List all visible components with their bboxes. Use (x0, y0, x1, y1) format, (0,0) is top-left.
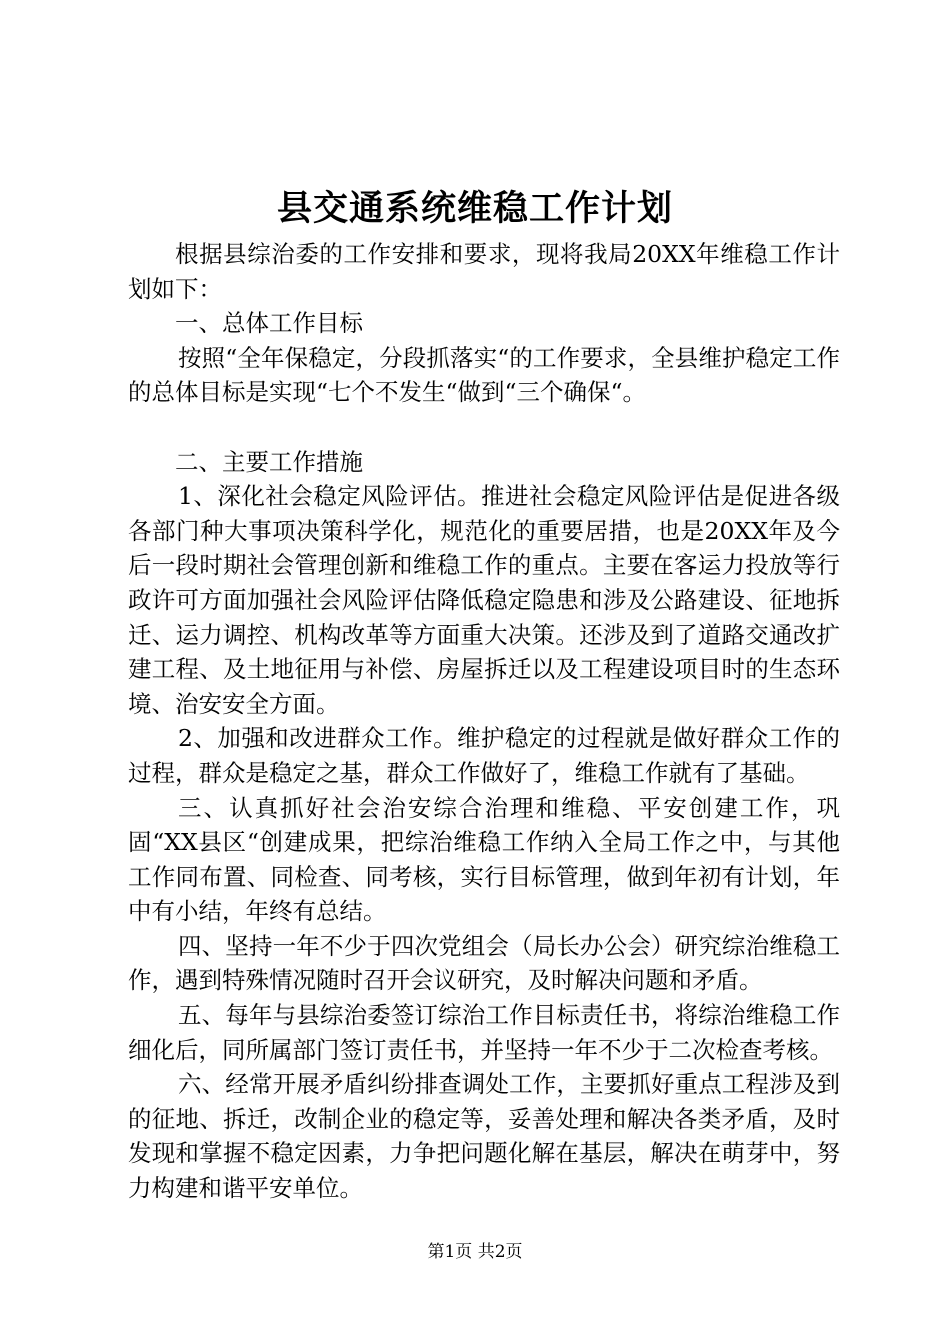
document-title: 县交通系统维稳工作计划 (276, 188, 673, 229)
paragraph-measure-3: 三、认真抓好社会治安综合治理和维稳、平安创建工作，巩固“XX县区“创建成果，把综治维稳工作纳入全局工作之中，与其他工作同布置、同检查、同考核，实行目标管理，做到年初有计划，年中有小结，年终有总结。 (128, 793, 840, 926)
paragraph-measure-5: 五、每年与县综治委签订综治工作目标责任书，将综治维稳工作细化后，同所属部门签订责任书，并坚持一年不少于二次检查考核。 (128, 1001, 840, 1064)
paragraph-measure-4: 四、坚持一年不少于四次党组会（局长办公会）研究综治维稳工作，遇到特殊情况随时召开会议研究，及时解决问题和矛盾。 (128, 931, 840, 995)
paragraph-measure-1: 1、深化社会稳定风险评估。推进社会稳定风险评估是促进各级各部门种大事项决策科学化，规范化的重要居措，也是20XX年及今后一段时期社会管理创新和维稳工作的重点。主要在客运力投放等行政许可方面加强社会风险评估降低稳定隐患和涉及公路建设、征地拆迁、运力调控、机构改革等方面重大决策。还涉及到了道路交通改扩建工程、及土地征用与补偿、房屋拆迁以及工程建设项目时的生态环境、治安安全方面。 (128, 482, 840, 718)
paragraph-measure-2: 2、加强和改进群众工作。维护稳定的过程就是做好群众工作的过程，群众是稳定之基，群众工作做好了，维稳工作就有了基础。 (128, 724, 840, 787)
heading-main-measures: 二、主要工作措施 (175, 447, 363, 476)
blank-line (128, 410, 840, 445)
paragraph-measure-6: 六、经常开展矛盾纠纷排查调处工作，主要抓好重点工程涉及到的征地、拆迁，改制企业的稳定等，妥善处理和解决各类矛盾，及时发现和掌握不稳定因素，力争把问题化解在基层，解决在萌芽中，努力构建和谐平安单位。 (128, 1070, 840, 1203)
document-body (128, 237, 840, 1206)
paragraph-intro: 根据县综治委的工作安排和要求，现将我局20XX年维稳工作计划如下： (128, 240, 840, 303)
heading-overall-goal: 一、总体工作目标 (175, 309, 363, 338)
paragraph-overall-goal: 按照“全年保稳定，分段抓落实“的工作要求，全县维护稳定工作的总体目标是实现“七个不发生“做到“三个确保“。 (128, 343, 840, 407)
page-footer: 第1页 共2页 (427, 1242, 523, 1262)
